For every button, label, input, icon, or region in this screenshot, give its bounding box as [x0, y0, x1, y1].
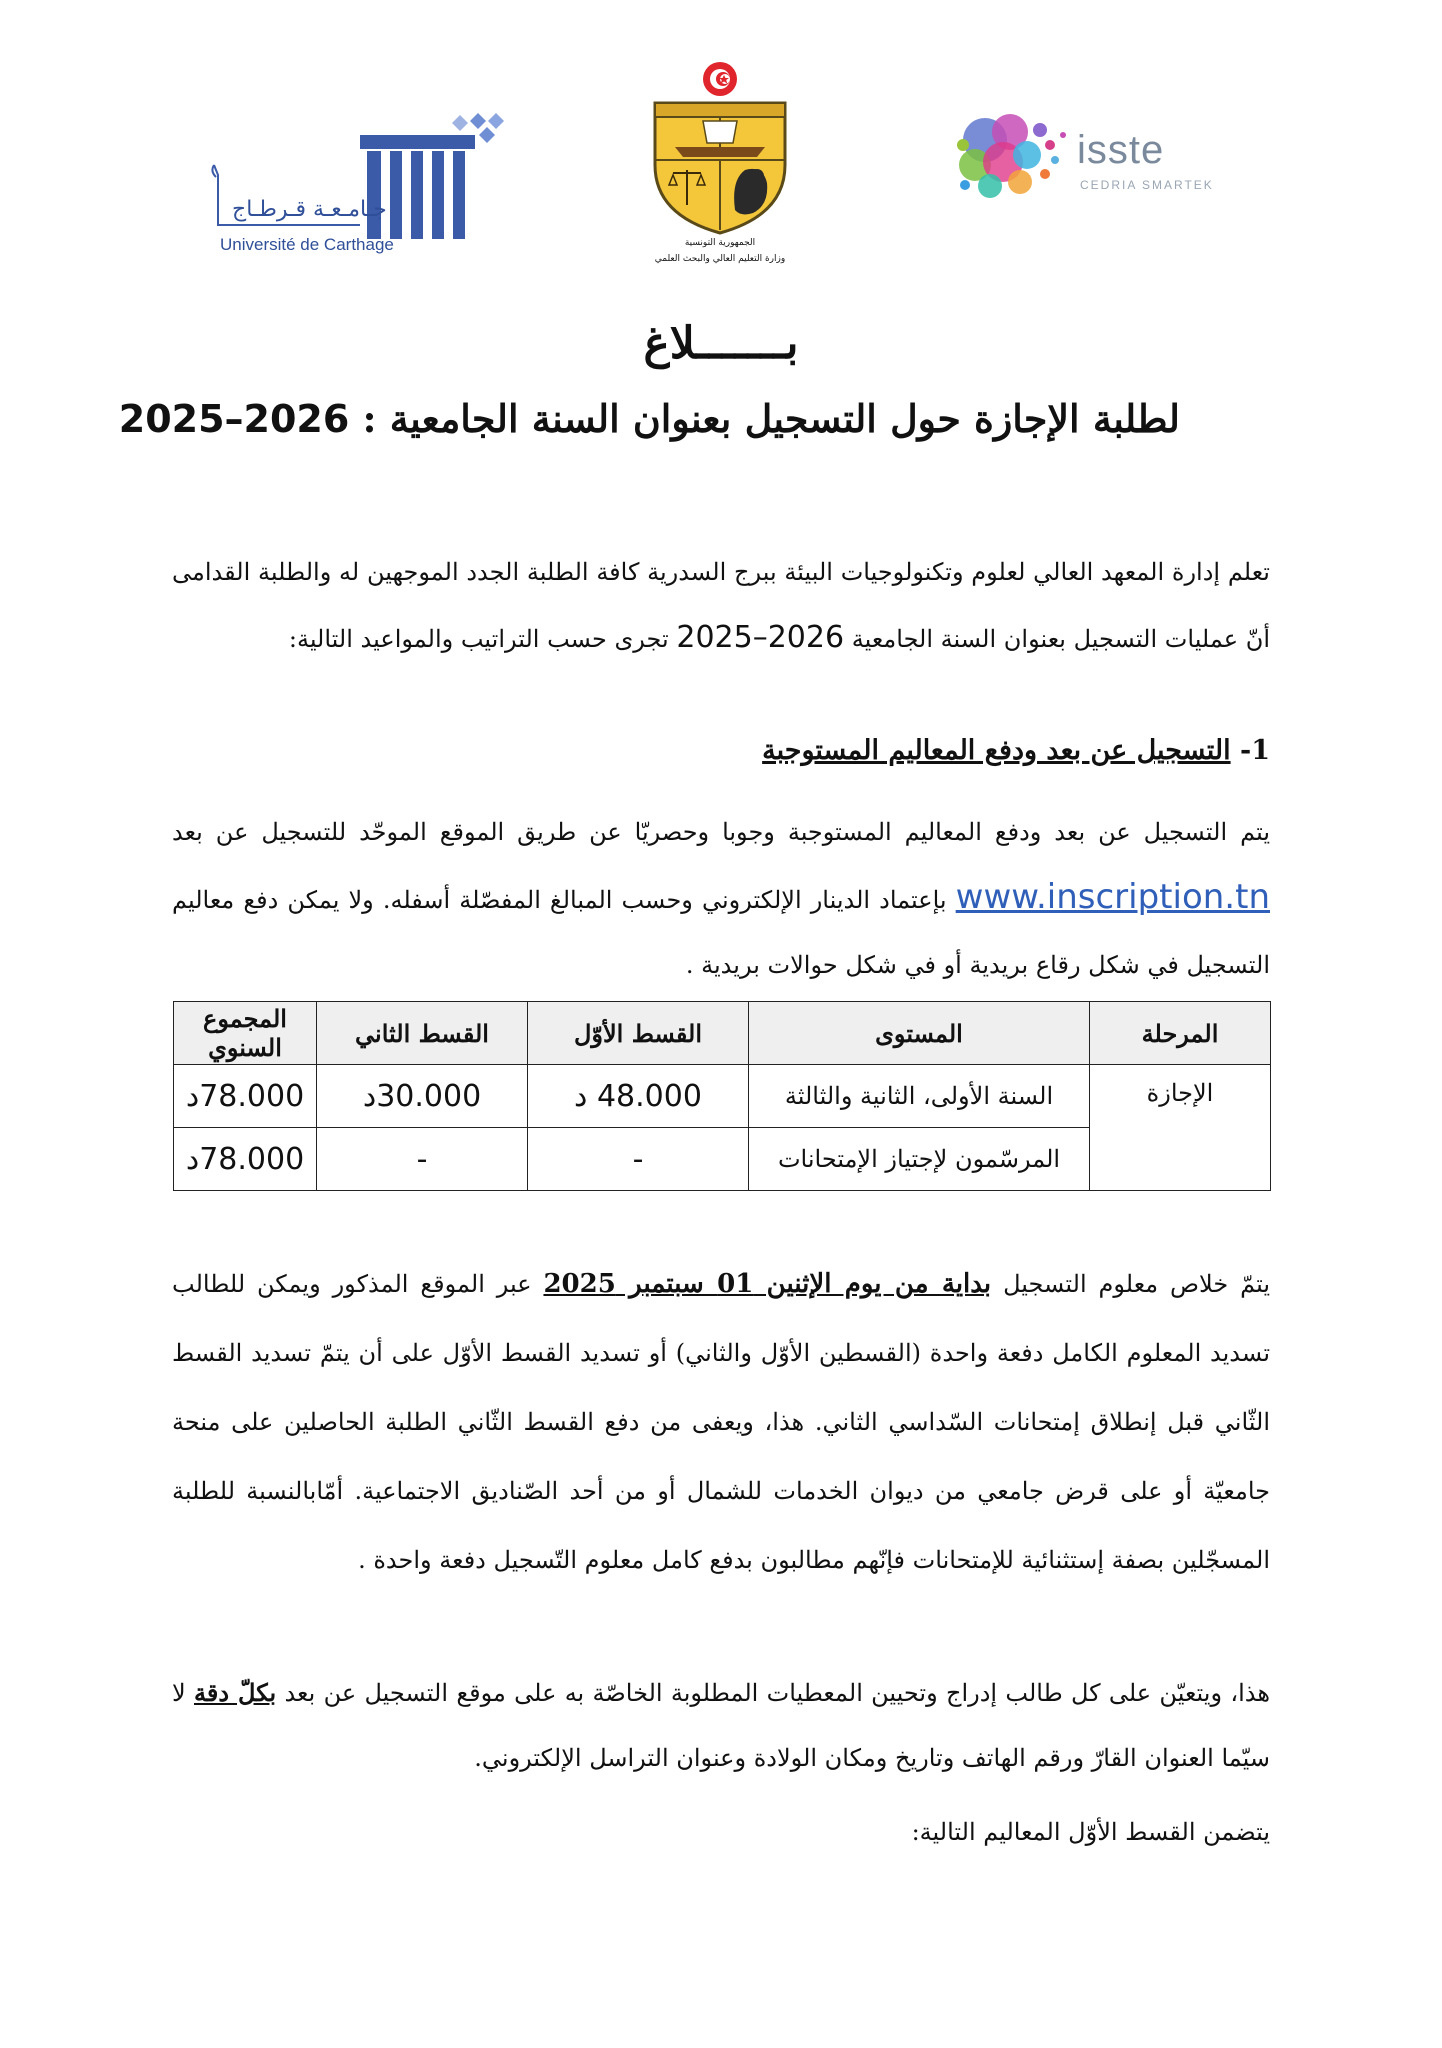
notice-subtitle	[119, 396, 1180, 441]
second-installment-cell: -	[317, 1128, 528, 1191]
intro-text-1: تعلم إدارة المعهد العالي لعلوم وتكنولوجيات البيئة ببرج السدرية كافة الطلبة الجدد الموجهين له والطلبة القدامى أنّ عمليات التسجيل بعنوان السنة الجامعية	[172, 558, 1270, 653]
tunisia-coat-of-arms	[645, 55, 795, 275]
carthage-arabic-name: جـامـعـة قـرطـاج	[232, 197, 387, 222]
section-1-text-1: يتم التسجيل عن بعد ودفع المعاليم المستوجبة وجوبا وحصريّا عن طريق الموقع الموحّد للتسجيل عن بعد	[172, 818, 1270, 846]
isste-logo	[945, 100, 1245, 220]
isste-subtitle: CEDRIA SMARTEK	[1080, 178, 1214, 192]
table-row	[174, 1065, 1271, 1128]
data-entry-text-1: هذا، ويتعيّن على كل طالب إدراج وتحيين المعطيات المطلوبة الخاصّة به على موقع التسجيل عن بعد	[276, 1679, 1270, 1707]
isste-brain-icon	[945, 100, 1080, 210]
header-annual-total: المجموع السنوي	[174, 1002, 317, 1065]
first-installment-cell: -	[528, 1128, 749, 1191]
section-1-number: 1-	[1230, 735, 1270, 766]
inscription-link[interactable]: www.inscription.tn	[955, 877, 1270, 917]
level-cell: السنة الأولى، الثانية والثالثة	[749, 1065, 1090, 1128]
notice-title: بـــــــلاغ	[643, 318, 799, 369]
level-cell: المرسّمون لإجتياز الإمتحانات	[749, 1128, 1090, 1191]
emblem-caption-republic: الجمهورية التونسية	[684, 238, 756, 248]
annual-total-cell: 78.000د	[174, 1128, 317, 1191]
fees-table-header-row	[174, 1002, 1271, 1065]
subtitle-year: 2026–2025	[118, 397, 350, 441]
emblem-caption-ministry: وزارة التعليم العالي والبحث العلمي	[654, 254, 786, 264]
closing-line	[172, 1800, 1270, 1865]
coat-of-arms-icon	[645, 55, 795, 235]
intro-text-2: تجرى حسب التراتيب والمواعيد التالية:	[288, 625, 677, 653]
header-first-installment: القسط الأوّل	[528, 1002, 749, 1065]
annual-total-cell: 78.000د	[174, 1065, 317, 1128]
carthage-french-name: Université de Carthage	[220, 235, 394, 254]
section-1-paragraph	[172, 800, 1270, 998]
section-1-heading	[762, 735, 1270, 766]
data-entry-text-2: لا سيّما العنوان القارّ ورقم الهاتف وتاريخ ومكان الولادة وعنوان التراسل الإلكتروني.	[172, 1679, 1270, 1772]
isste-name: isste	[1077, 128, 1165, 172]
universite-de-carthage-logo	[210, 105, 510, 254]
second-installment-cell: 30.000د	[317, 1065, 528, 1128]
header-stage: المرحلة	[1090, 1002, 1271, 1065]
stage-cell: الإجازة	[1090, 1065, 1271, 1191]
data-entry-paragraph	[172, 1660, 1270, 1791]
intro-year: 2026–2025	[676, 620, 845, 655]
closing-text: يتضمن القسط الأوّل المعاليم التالية:	[911, 1818, 1270, 1846]
data-entry-emphasis: بكلّ دقة	[193, 1678, 277, 1707]
payment-paragraph	[172, 1250, 1270, 1595]
header-second-installment: القسط الثاني	[317, 1002, 528, 1065]
intro-paragraph	[172, 540, 1270, 672]
section-1-text-2: بإعتماد الدينار الإلكتروني وحسب المبالغ المفصّلة أسفله. ولا يمكن دفع معاليم التسجيل في شكل رقاع بريدية أو في شكل حوالات بريدية .	[172, 886, 1270, 979]
section-1-title: التسجيل عن بعد ودفع المعاليم المستوجبة	[762, 735, 1231, 766]
payment-text-1: يتمّ خلاص معلوم التسجيل	[991, 1270, 1270, 1298]
subtitle-text: لطلبة الإجازة حول التسجيل بعنوان السنة الجامعية :	[349, 396, 1180, 441]
document-header	[0, 55, 1442, 285]
payment-text-2: عبر الموقع المذكور ويمكن للطالب تسديد المعلوم الكامل دفعة واحدة (القسطين الأوّل والثاني) أو تسديد القسط الأوّل على أن يتمّ تسديد القسط الثّاني قبل إنطلاق إمتحانات السّداسي الثاني. هذا، ويعفى من دفع القسط الثّاني الطلبة الحاصلين على منحة جامعيّة أو على قرض جامعي من ديوان الخدمات للشمال أو من أحد الصّناديق الاجتماعية. أمّابالنسبة للطلبة المسجّلين بصفة إستثنائية للإمتحانات فإنّهم مطالبون بدفع كامل معلوم التّسجيل دفعة واحدة .	[172, 1270, 1270, 1574]
fees-table	[173, 1001, 1271, 1191]
payment-start-date: بداية من يوم الإثنين 01 سبتمبر 2025	[543, 1269, 992, 1299]
header-level: المستوى	[749, 1002, 1090, 1065]
first-installment-cell: 48.000 د	[528, 1065, 749, 1128]
